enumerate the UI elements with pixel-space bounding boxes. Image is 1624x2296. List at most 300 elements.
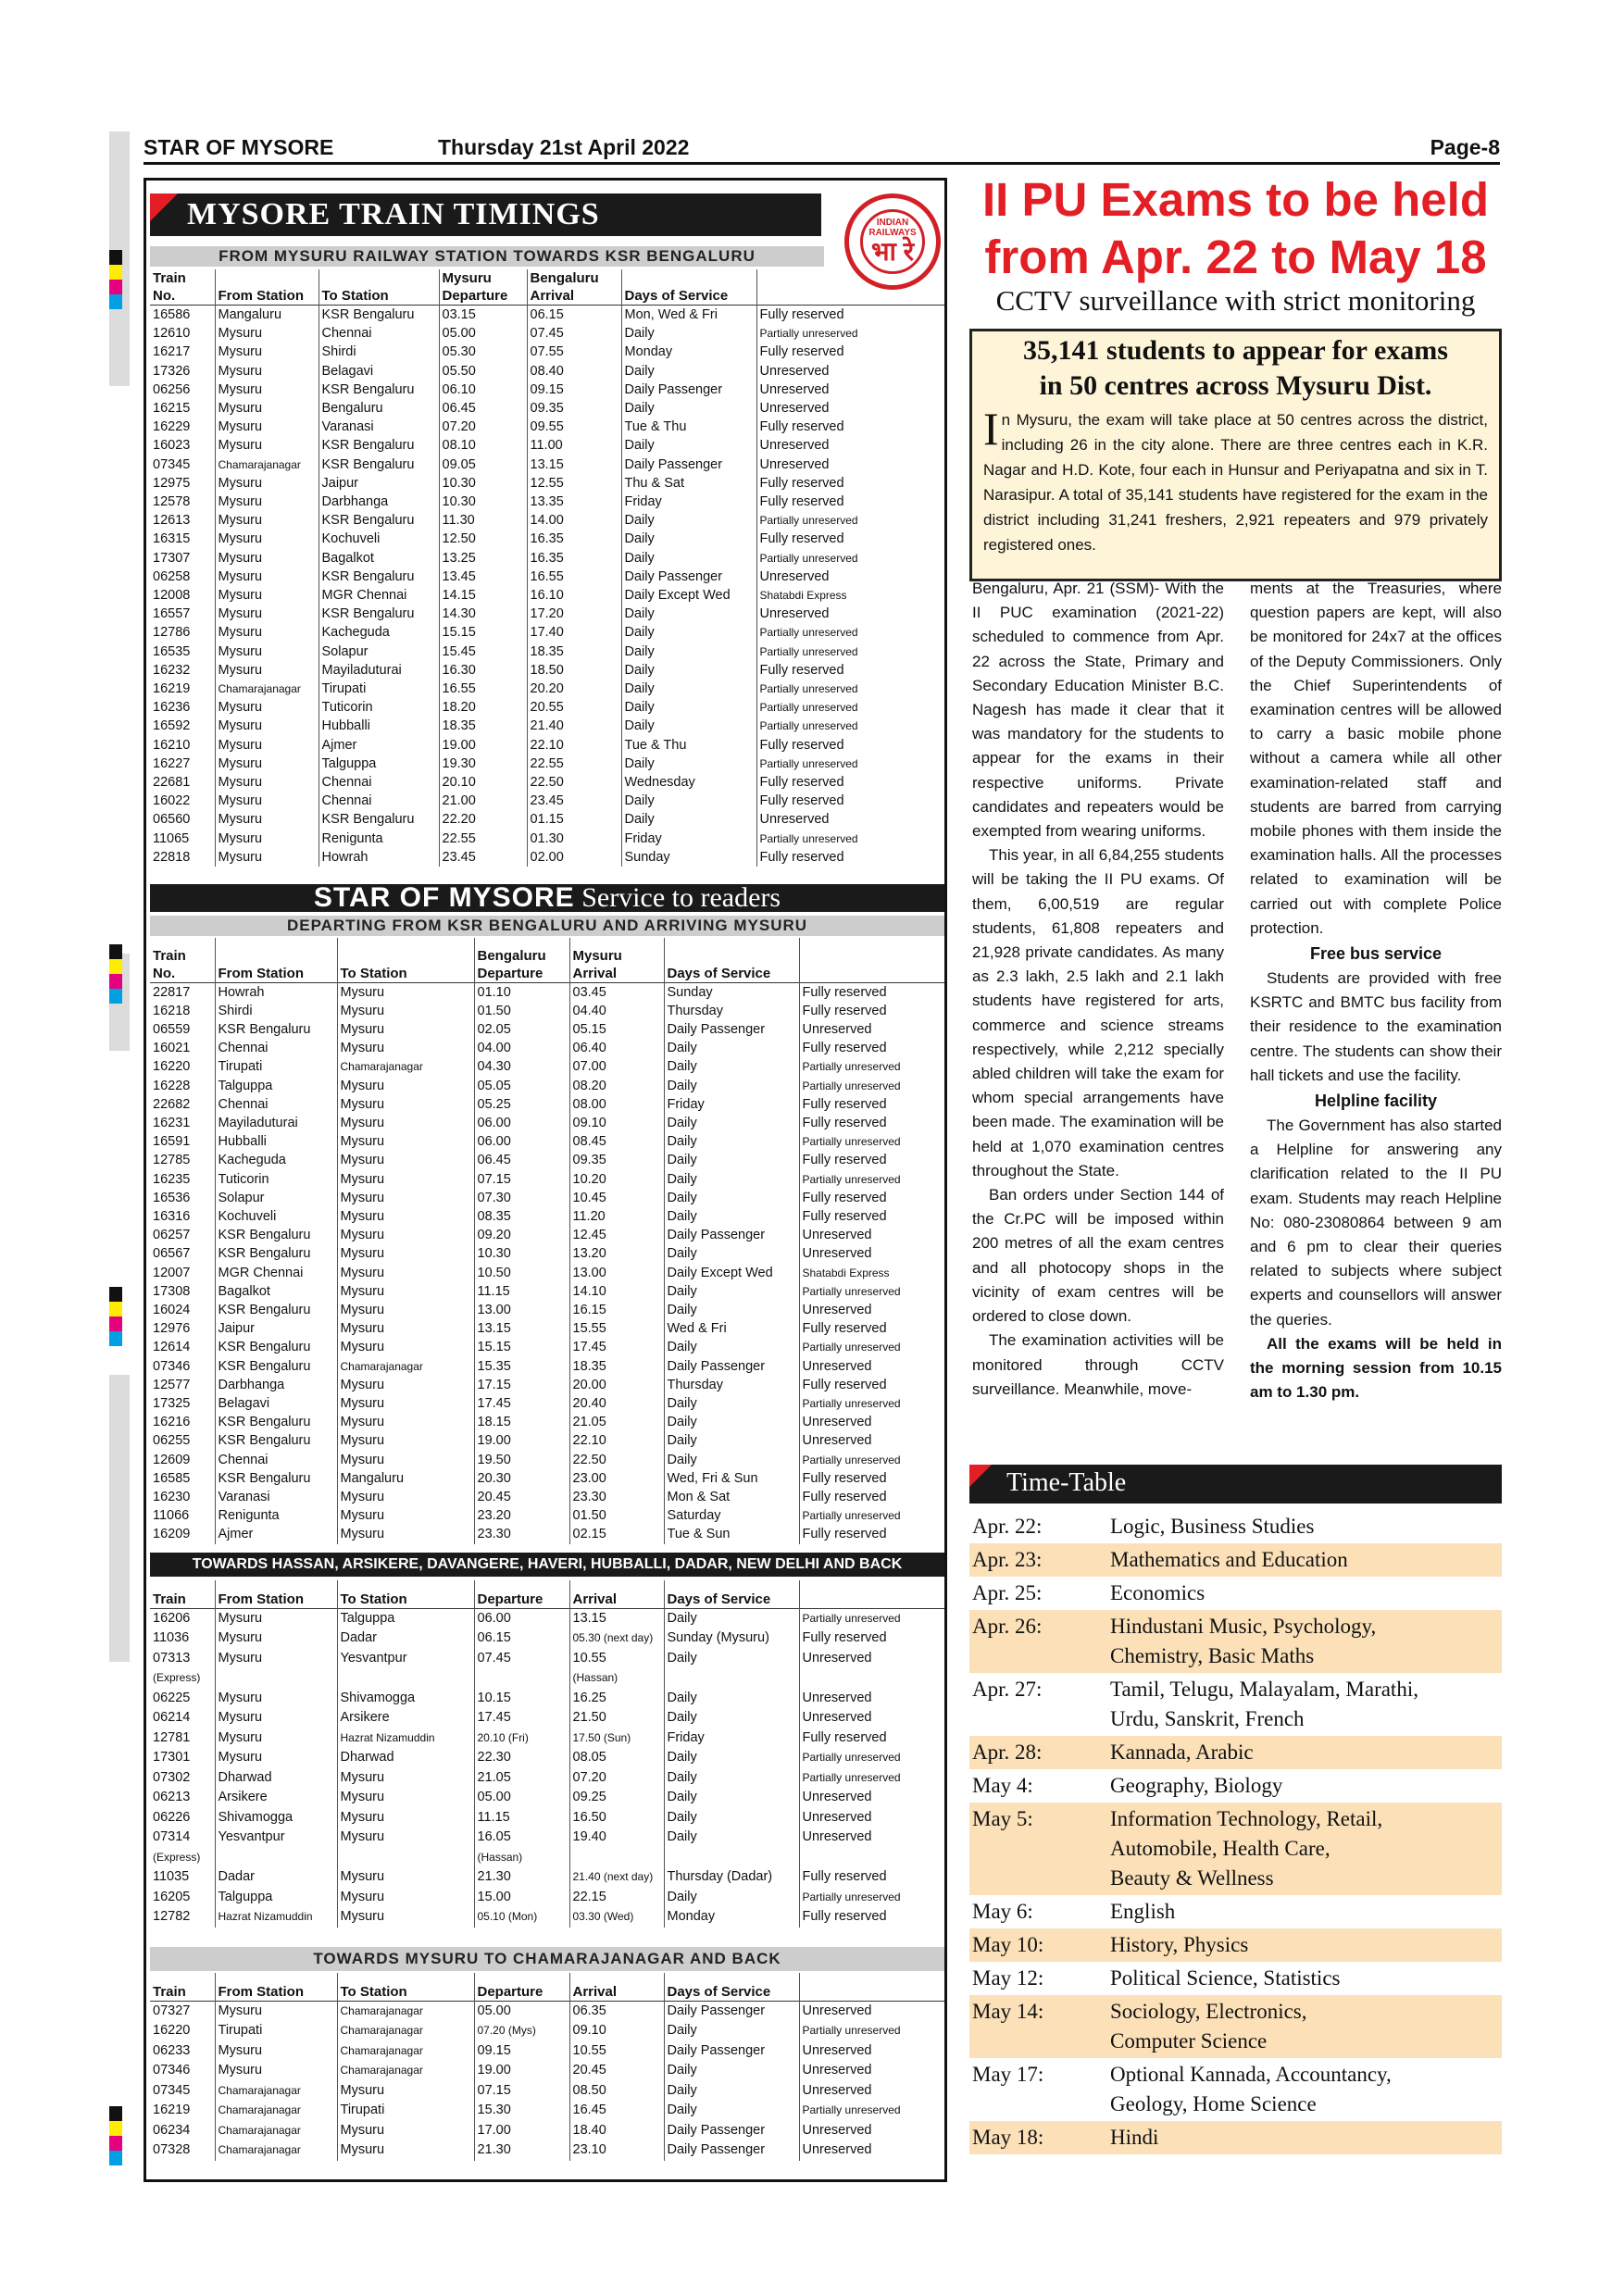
table-cell: 16.55 xyxy=(527,568,621,586)
table-cell: Partially unreserved xyxy=(802,2103,901,2116)
table-cell: 15.15 xyxy=(439,623,527,642)
table-row xyxy=(150,1077,944,1095)
box-title: 35,141 students to appear for exams in 50 centres across Mysuru Dist. xyxy=(1023,335,1448,401)
table-cell: 07328 xyxy=(150,2140,215,2161)
table-row xyxy=(150,643,944,661)
exam-date: May 14: xyxy=(972,2000,1044,2023)
table-cell: 04.00 xyxy=(474,1039,569,1057)
table-row xyxy=(150,755,944,773)
table-cell: Kochuveli xyxy=(215,1207,337,1226)
table-cell: Mysuru xyxy=(215,324,319,343)
column-header: From Station xyxy=(215,938,337,982)
table-cell: 12577 xyxy=(150,1376,215,1394)
table-cell: Partially unreserved xyxy=(802,1770,901,1784)
table-cell: Mysuru xyxy=(337,1002,474,1020)
table-cell: 03.45 xyxy=(569,982,664,1002)
table-cell: 06226 xyxy=(150,1808,215,1828)
timetable-row xyxy=(969,1510,1502,1543)
column-header: From Station xyxy=(215,269,319,306)
table-cell: 16220 xyxy=(150,1057,215,1076)
table-cell: Unreserved xyxy=(802,2003,872,2018)
exam-subjects: Logic, Business Studies xyxy=(1110,1515,1315,1538)
table-cell: Yesvantpur xyxy=(215,1828,337,1848)
box-text: In Mysuru, the exam will take place at 50 centres across the district, including 26 in the city alone. There are three centres each in K.R. Nagar and H.D. Kote, four each in Hunsur and Periyapatna and six in T. Narasipur. A total of 35,141 students have registered for the exam in the district including 31,241 freshers, 2,921 repeaters and 979 privately registered ones. xyxy=(983,403,1488,554)
table-cell: 15.45 xyxy=(439,643,527,661)
table-cell: 20.10 (Fri) xyxy=(474,1728,569,1749)
table-cell: 06213 xyxy=(150,1788,215,1808)
column-header: Days of Service xyxy=(664,1580,799,1608)
table-cell: 17325 xyxy=(150,1394,215,1413)
exam-subjects: Hindi xyxy=(1110,2126,1159,2149)
table-cell: Daily xyxy=(664,1338,799,1356)
table-cell: 13.15 xyxy=(569,1608,664,1628)
table-cell: Daily xyxy=(664,1189,799,1207)
table-cell: Mysuru xyxy=(215,605,319,623)
table-cell: 05.00 xyxy=(474,1788,569,1808)
table-cell: Thu & Sat xyxy=(621,474,756,493)
table-cell xyxy=(799,1668,944,1689)
table-cell: Fully reserved xyxy=(759,344,844,360)
table-cell: 16205 xyxy=(150,1888,215,1908)
exam-subjects: Sociology, Electronics, Computer Science xyxy=(1110,2000,1307,2053)
table-cell: 21.05 xyxy=(569,1413,664,1431)
table-cell: 15.55 xyxy=(569,1319,664,1338)
table-cell: Daily Passenger xyxy=(621,568,756,586)
table-cell: Mysuru xyxy=(337,1207,474,1226)
table-cell: Chamarajanagar xyxy=(337,1357,474,1376)
table-cell: Fully reserved xyxy=(759,775,844,791)
table-row xyxy=(150,698,944,717)
table-cell: 06.45 xyxy=(474,1151,569,1169)
table-cell: Mysuru xyxy=(215,717,319,735)
table-cell: Mysuru xyxy=(337,1338,474,1356)
table-cell: Mysuru xyxy=(215,2061,337,2081)
table-cell: Mysuru xyxy=(337,1132,474,1151)
table-row xyxy=(150,1095,944,1114)
table-cell: 11035 xyxy=(150,1867,215,1888)
table-cell: 16024 xyxy=(150,1301,215,1319)
table-cell: Talguppa xyxy=(215,1888,337,1908)
table-cell: 03.15 xyxy=(439,306,527,325)
section-title-chamarajanagar: TOWARDS MYSURU TO CHAMARAJANAGAR AND BACK xyxy=(150,1947,944,1971)
table-row xyxy=(150,1020,944,1039)
table-cell: 16592 xyxy=(150,717,215,735)
table-cell: Daily Passenger xyxy=(621,381,756,399)
table-cell: 07.15 xyxy=(474,2081,569,2102)
table-cell: 12781 xyxy=(150,1728,215,1749)
table-cell: KSR Bengaluru xyxy=(215,1244,337,1263)
table-cell: Daily xyxy=(664,2081,799,2102)
table-row xyxy=(150,1668,944,1689)
drop-cap: I xyxy=(983,403,999,455)
table-cell xyxy=(337,1848,474,1868)
table-cell: Mysuru xyxy=(337,1226,474,1244)
table-cell: Unreserved xyxy=(759,456,830,472)
table-cell: Partially unreserved xyxy=(759,719,858,733)
table-cell: Mysuru xyxy=(215,643,319,661)
table-row xyxy=(150,1488,944,1506)
table-cell: 16315 xyxy=(150,530,215,548)
table-cell: Tuticorin xyxy=(319,698,439,717)
table-cell: 07345 xyxy=(150,455,215,474)
table-cell: Kacheguda xyxy=(319,623,439,642)
table-cell: Mysuru xyxy=(215,381,319,399)
table-cell: Daily xyxy=(664,1768,799,1789)
table-cell: Unreserved xyxy=(802,1790,872,1804)
table-cell: Belagavi xyxy=(215,1394,337,1413)
table-cell: 21.40 xyxy=(527,717,621,735)
table-cell: Chamarajanagar xyxy=(337,2021,474,2041)
table-cell: 16.35 xyxy=(527,530,621,548)
table-cell: 22.50 xyxy=(527,773,621,792)
table-cell: 18.40 xyxy=(569,2121,664,2141)
table-cell: MGR Chennai xyxy=(215,1264,337,1282)
table-cell: 01.50 xyxy=(474,1002,569,1020)
table-cell: Tirupati xyxy=(215,2021,337,2041)
table-row xyxy=(150,1907,944,1928)
table-cell: 09.15 xyxy=(527,381,621,399)
table-cell: 07.45 xyxy=(527,324,621,343)
table-cell: Talguppa xyxy=(319,755,439,773)
exam-date: May 17: xyxy=(972,2063,1044,2086)
table-row xyxy=(150,399,944,418)
table-row xyxy=(150,1376,944,1394)
table-cell: KSR Bengaluru xyxy=(215,1431,337,1450)
table-cell: 17308 xyxy=(150,1282,215,1301)
table-cell: Fully reserved xyxy=(802,1470,887,1486)
red-corner-mark xyxy=(969,1465,992,1487)
table-cell: 05.30 (next day) xyxy=(569,1628,664,1649)
table-cell: 09.25 xyxy=(569,1788,664,1808)
highlight-box xyxy=(969,329,1502,581)
table-cell: Daily Passenger xyxy=(664,1226,799,1244)
table-cell: 11066 xyxy=(150,1506,215,1525)
table-cell xyxy=(215,1668,337,1689)
table-cell: Mysuru xyxy=(215,1728,337,1749)
table-cell: Mysuru xyxy=(337,1264,474,1282)
table-cell: Friday xyxy=(664,1728,799,1749)
table-cell: Mysuru xyxy=(215,623,319,642)
table-cell: Daily xyxy=(621,643,756,661)
table-mysuru-to-bengaluru xyxy=(150,269,944,867)
table-cell: 06256 xyxy=(150,381,215,399)
exam-date: May 12: xyxy=(972,1966,1044,1990)
table-cell: Fully reserved xyxy=(802,1115,887,1130)
table-cell: Chamarajanagar xyxy=(215,455,319,474)
table-cell: Mysuru xyxy=(215,530,319,548)
table-cell: 16218 xyxy=(150,1002,215,1020)
table-cell: 07345 xyxy=(150,2081,215,2102)
table-cell: Sunday xyxy=(621,848,756,867)
table-cell: 17.00 xyxy=(474,2121,569,2141)
table-cell: 06258 xyxy=(150,568,215,586)
table-cell: 06559 xyxy=(150,1020,215,1039)
table-cell: Daily xyxy=(664,1301,799,1319)
page-number: Page-8 xyxy=(1430,135,1500,159)
table-cell: 16023 xyxy=(150,436,215,455)
table-row xyxy=(150,568,944,586)
column-header: To Station xyxy=(337,1973,474,2001)
table-cell: Partially unreserved xyxy=(802,1284,901,1298)
table-cell: 16216 xyxy=(150,1413,215,1431)
table-cell: 20.55 xyxy=(527,698,621,717)
table-row xyxy=(150,810,944,829)
table-row xyxy=(150,1319,944,1338)
table-cell: Daily xyxy=(664,1808,799,1828)
table-cell: 23.45 xyxy=(439,848,527,867)
article-column-2: ments at the Treasuries, where question papers are kept, will also be monitored for 24x7 at the offices of the Deputy Commissioners. Only the Chief Superintendents of examination centres will be allowed to carry a basic mobile phone without a camera while all other examination-related staff and students are barred from carrying mobile phones with them inside the examination halls. All the processes related to examination will be carried out with complete Police protection. Free bus service Students are provided with free KSRTC and BMTC bus facility from their residence to the examination centre. The students can show their hall tickets and use the facility. Helpline facility The Government has also started a Helpline for answering any clarification related to the II PU exam. Students may reach Helpline No: 080-23080864 between 9 am and 6 pm to clear their queries related to subjects where subject experts and counsellors will answer the queries. All the exams will be held in the morning session from 10.15 am to 1.30 pm. xyxy=(1250,580,1502,1402)
table-cell: Solapur xyxy=(319,643,439,661)
table-cell: 06255 xyxy=(150,1431,215,1450)
table-cell: Fully reserved xyxy=(759,793,844,809)
table-cell: 02.15 xyxy=(569,1525,664,1543)
table-cell: Daily Except Wed xyxy=(664,1264,799,1282)
table-cell: 09.05 xyxy=(439,455,527,474)
table-cell: Unreserved xyxy=(759,381,830,397)
table-cell: 20.45 xyxy=(474,1488,569,1506)
table-cell: 12782 xyxy=(150,1907,215,1928)
table-cell: 05.30 xyxy=(439,343,527,361)
exam-date: May 6: xyxy=(972,1900,1033,1923)
table-cell: 07346 xyxy=(150,1357,215,1376)
table-cell: Daily Passenger xyxy=(664,2001,799,2021)
exam-subjects: English xyxy=(1110,1900,1176,1923)
table-cell: 08.10 xyxy=(439,436,527,455)
table-cell: 21.30 xyxy=(474,2140,569,2161)
table-cell: Tue & Thu xyxy=(621,736,756,755)
table-cell: 16.15 xyxy=(569,1301,664,1319)
table-chamarajanagar-routes xyxy=(150,1973,944,2161)
table-cell: 16.30 xyxy=(439,661,527,680)
timetable-row xyxy=(969,1803,1502,1895)
table-cell: Daily xyxy=(664,1649,799,1669)
table-cell: Unreserved xyxy=(802,2122,872,2138)
column-header: Train xyxy=(150,1973,215,2001)
table-cell: Bagalkot xyxy=(319,549,439,568)
table-cell: Unreserved xyxy=(802,2082,872,2098)
column-header: From Station xyxy=(215,1580,337,1608)
table-cell: 16209 xyxy=(150,1525,215,1543)
table-cell: 16585 xyxy=(150,1469,215,1488)
timetable-row xyxy=(969,1736,1502,1769)
table-row xyxy=(150,830,944,848)
table-row xyxy=(150,511,944,530)
table-cell: 08.40 xyxy=(527,362,621,381)
table-row xyxy=(150,623,944,642)
table-cell: 08.05 xyxy=(569,1748,664,1768)
table-cell: 16232 xyxy=(150,661,215,680)
table-cell: Daily xyxy=(664,1828,799,1848)
table-cell: 18.35 xyxy=(527,643,621,661)
table-cell: 18.50 xyxy=(527,661,621,680)
table-cell: Chamarajanagar xyxy=(337,2041,474,2062)
table-cell: 11065 xyxy=(150,830,215,848)
table-cell: Chamarajanagar xyxy=(337,2001,474,2021)
table-cell: Partially unreserved xyxy=(759,551,858,565)
table-cell: Mysuru xyxy=(337,1431,474,1450)
exam-date: Apr. 26: xyxy=(972,1615,1043,1638)
table-row xyxy=(150,493,944,511)
table-cell: Fully reserved xyxy=(802,1321,887,1337)
table-cell: Shirdi xyxy=(215,1002,337,1020)
exam-date: Apr. 27: xyxy=(972,1678,1043,1701)
table-cell: 12610 xyxy=(150,324,215,343)
table-cell: Tue & Thu xyxy=(621,418,756,436)
table-cell: Mysuru xyxy=(215,436,319,455)
table-cell: Fully reserved xyxy=(802,1630,887,1645)
table-cell: 22.10 xyxy=(527,736,621,755)
table-cell: 07.15 xyxy=(474,1170,569,1189)
table-cell: Partially unreserved xyxy=(759,682,858,696)
table-cell: Daily xyxy=(621,661,756,680)
column-header xyxy=(799,1973,944,2001)
table-cell: 09.10 xyxy=(569,2021,664,2041)
table-cell: 18.35 xyxy=(439,717,527,735)
table-cell: Mysuru xyxy=(215,586,319,605)
table-cell: 08.35 xyxy=(474,1207,569,1226)
table-row xyxy=(150,773,944,792)
table-cell: 09.35 xyxy=(569,1151,664,1169)
table-row xyxy=(150,680,944,698)
table-cell: 12.50 xyxy=(439,530,527,548)
table-cell: MGR Chennai xyxy=(319,586,439,605)
table-row xyxy=(150,1132,944,1151)
table-cell: 18.20 xyxy=(439,698,527,717)
table-cell: Unreserved xyxy=(759,438,830,454)
timetable-row xyxy=(969,1769,1502,1803)
table-row xyxy=(150,1608,944,1628)
table-cell: 21.05 xyxy=(474,1768,569,1789)
table-row xyxy=(150,1469,944,1488)
table-cell: Solapur xyxy=(215,1189,337,1207)
table-row xyxy=(150,1748,944,1768)
table-cell: 13.35 xyxy=(527,493,621,511)
table-cell: 16021 xyxy=(150,1039,215,1057)
table-cell: Monday xyxy=(664,1907,799,1928)
table-cell: 13.45 xyxy=(439,568,527,586)
table-row xyxy=(150,661,944,680)
table-cell: 17.40 xyxy=(527,623,621,642)
table-row xyxy=(150,1728,944,1749)
table-cell: Hazrat Nizamuddin xyxy=(215,1907,337,1928)
table-cell: Daily xyxy=(664,1244,799,1263)
table-cell: 23.30 xyxy=(569,1488,664,1506)
table-cell: 19.40 xyxy=(569,1828,664,1848)
table-row xyxy=(150,1244,944,1263)
table-cell: 12976 xyxy=(150,1319,215,1338)
table-cell: Partially unreserved xyxy=(759,756,858,770)
table-cell: Daily xyxy=(664,1077,799,1095)
timetable-row xyxy=(969,1995,1502,2058)
table-cell: 07346 xyxy=(150,2061,215,2081)
table-cell: 05.00 xyxy=(474,2001,569,2021)
table-cell: Unreserved xyxy=(802,1246,872,1262)
table-row xyxy=(150,1808,944,1828)
table-cell: 16.55 xyxy=(439,680,527,698)
table-cell xyxy=(215,1848,337,1868)
table-cell: Daily Passenger xyxy=(621,455,756,474)
table-cell: 07.20 xyxy=(569,1768,664,1789)
table-cell: Arsikere xyxy=(215,1788,337,1808)
column-header: To Station xyxy=(319,269,439,306)
table-cell: Mysuru xyxy=(337,1114,474,1132)
table-cell: Unreserved xyxy=(802,1358,872,1374)
table-cell: 16210 xyxy=(150,736,215,755)
table-cell: 08.50 xyxy=(569,2081,664,2102)
table-cell: Chamarajanagar xyxy=(215,680,319,698)
table-row xyxy=(150,1525,944,1543)
subheading-free-bus: Free bus service xyxy=(1309,944,1443,964)
table-cell: 06225 xyxy=(150,1689,215,1709)
table-cell: Daily xyxy=(664,1039,799,1057)
table-cell: Daily xyxy=(621,511,756,530)
table-cell: Unreserved xyxy=(802,1415,872,1430)
table-cell: 06.00 xyxy=(474,1114,569,1132)
table-cell: Thursday xyxy=(664,1376,799,1394)
table-cell: 05.00 xyxy=(439,324,527,343)
table-cell: 11036 xyxy=(150,1628,215,1649)
table-cell: Fully reserved xyxy=(802,1153,887,1168)
table-cell xyxy=(337,1668,474,1689)
timetable-row xyxy=(969,1962,1502,1995)
table-cell: 16.05 xyxy=(474,1828,569,1848)
table-cell: Fully reserved xyxy=(802,1527,887,1542)
table-cell: Daily xyxy=(621,605,756,623)
table-cell: Mysuru xyxy=(337,1867,474,1888)
table-cell: 07327 xyxy=(150,2001,215,2021)
exam-subjects: History, Physics xyxy=(1110,1933,1249,1956)
table-row xyxy=(150,1170,944,1189)
table-cell: Daily xyxy=(664,1788,799,1808)
table-cell: 22.55 xyxy=(439,830,527,848)
table-cell: Partially unreserved xyxy=(759,644,858,658)
table-cell: 07.45 xyxy=(474,1649,569,1669)
table-cell: 07314 xyxy=(150,1828,215,1848)
table-cell xyxy=(664,1848,799,1868)
table-cell: Mon & Sat xyxy=(664,1488,799,1506)
table-cell: Renigunta xyxy=(319,830,439,848)
table-cell: 08.00 xyxy=(569,1095,664,1114)
exam-date: May 10: xyxy=(972,1933,1044,1956)
table-cell: 14.00 xyxy=(527,511,621,530)
table-cell: Partially unreserved xyxy=(802,1060,901,1074)
service-to-readers-band: STAR OF MYSORE Service to readers xyxy=(150,884,944,912)
table-cell: KSR Bengaluru xyxy=(215,1020,337,1039)
exam-subjects: Hindustani Music, Psychology, Chemistry, Basic Maths xyxy=(1110,1615,1377,1667)
table-cell: (Hassan) xyxy=(474,1848,569,1868)
table-row xyxy=(150,1628,944,1649)
table-cell: Unreserved xyxy=(802,2042,872,2058)
table-cell: Fully reserved xyxy=(802,984,887,1000)
table-cell: 20.00 xyxy=(569,1376,664,1394)
table-cell: Chennai xyxy=(215,1039,337,1057)
column-header: Train No. xyxy=(150,269,215,306)
table-cell: Fully reserved xyxy=(759,849,844,865)
table-row xyxy=(150,2140,944,2161)
exam-subjects: Political Science, Statistics xyxy=(1110,1966,1341,1990)
table-cell: 17307 xyxy=(150,549,215,568)
table-row xyxy=(150,1708,944,1728)
table-cell: 12.45 xyxy=(569,1226,664,1244)
column-header: Departure xyxy=(474,1580,569,1608)
train-timings-panel xyxy=(144,178,947,2182)
timetable-row xyxy=(969,2121,1502,2154)
table-cell: 16.45 xyxy=(569,2101,664,2121)
table-cell: Mysuru xyxy=(337,1151,474,1169)
table-cell: 06560 xyxy=(150,810,215,829)
table-row xyxy=(150,381,944,399)
table-cell: Partially unreserved xyxy=(802,1453,901,1466)
